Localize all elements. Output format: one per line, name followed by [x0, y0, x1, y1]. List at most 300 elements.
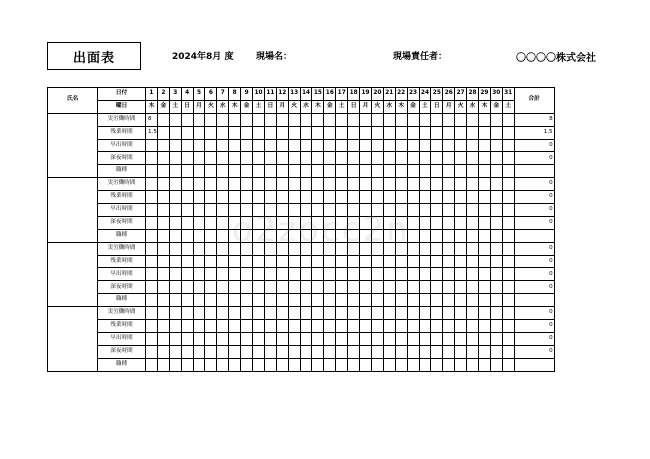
day-cell[interactable]: [502, 113, 514, 126]
day-cell[interactable]: [312, 216, 324, 229]
day-cell[interactable]: [169, 320, 181, 333]
day-cell[interactable]: [157, 191, 169, 204]
day-cell[interactable]: [419, 165, 431, 178]
day-cell[interactable]: [264, 113, 276, 126]
day-cell[interactable]: [300, 281, 312, 294]
day-cell[interactable]: [419, 178, 431, 191]
day-cell[interactable]: [181, 126, 193, 139]
day-cell[interactable]: [217, 204, 229, 217]
day-cell[interactable]: [276, 242, 288, 255]
day-cell[interactable]: [253, 139, 265, 152]
day-cell[interactable]: [419, 320, 431, 333]
day-cell[interactable]: [455, 281, 467, 294]
day-cell[interactable]: [253, 281, 265, 294]
day-cell[interactable]: [490, 255, 502, 268]
day-cell[interactable]: [193, 255, 205, 268]
day-cell[interactable]: [146, 165, 158, 178]
day-cell[interactable]: [371, 332, 383, 345]
day-cell[interactable]: [324, 191, 336, 204]
day-cell[interactable]: [157, 332, 169, 345]
day-cell[interactable]: [419, 204, 431, 217]
day-cell[interactable]: [502, 281, 514, 294]
day-cell[interactable]: [253, 165, 265, 178]
day-cell[interactable]: [348, 268, 360, 281]
day-cell[interactable]: [371, 165, 383, 178]
day-cell[interactable]: [443, 216, 455, 229]
day-cell[interactable]: [181, 165, 193, 178]
day-cell[interactable]: [371, 229, 383, 242]
day-cell[interactable]: [443, 191, 455, 204]
day-cell[interactable]: [253, 332, 265, 345]
day-cell[interactable]: [300, 255, 312, 268]
day-cell[interactable]: [336, 320, 348, 333]
day-cell[interactable]: [431, 204, 443, 217]
day-cell[interactable]: [360, 320, 372, 333]
day-cell[interactable]: [431, 139, 443, 152]
day-cell[interactable]: [348, 294, 360, 307]
day-cell[interactable]: [407, 358, 419, 371]
day-cell[interactable]: [146, 345, 158, 358]
day-cell[interactable]: [264, 165, 276, 178]
day-cell[interactable]: [360, 281, 372, 294]
day-cell[interactable]: [181, 268, 193, 281]
day-cell[interactable]: [348, 332, 360, 345]
day-cell[interactable]: [395, 345, 407, 358]
day-cell[interactable]: [229, 345, 241, 358]
day-cell[interactable]: [264, 242, 276, 255]
day-cell[interactable]: [431, 113, 443, 126]
day-cell[interactable]: [312, 345, 324, 358]
day-cell[interactable]: [229, 358, 241, 371]
day-cell[interactable]: [431, 268, 443, 281]
day-cell[interactable]: [181, 242, 193, 255]
day-cell[interactable]: [146, 268, 158, 281]
day-cell[interactable]: [490, 126, 502, 139]
day-cell[interactable]: [502, 358, 514, 371]
day-cell[interactable]: [241, 191, 253, 204]
day-cell[interactable]: [146, 229, 158, 242]
day-cell[interactable]: [312, 320, 324, 333]
day-cell[interactable]: [300, 178, 312, 191]
day-cell[interactable]: [348, 191, 360, 204]
day-cell[interactable]: [336, 307, 348, 320]
day-cell[interactable]: [217, 281, 229, 294]
day-cell[interactable]: [371, 242, 383, 255]
day-cell[interactable]: [288, 165, 300, 178]
day-cell[interactable]: [383, 345, 395, 358]
day-cell[interactable]: [193, 152, 205, 165]
day-cell[interactable]: [157, 113, 169, 126]
day-cell[interactable]: [205, 345, 217, 358]
day-cell[interactable]: [431, 358, 443, 371]
day-cell[interactable]: [455, 345, 467, 358]
day-cell[interactable]: [383, 178, 395, 191]
day-cell[interactable]: [181, 345, 193, 358]
day-cell[interactable]: [300, 152, 312, 165]
day-cell[interactable]: [217, 229, 229, 242]
day-cell[interactable]: [146, 216, 158, 229]
day-cell[interactable]: [371, 178, 383, 191]
day-cell[interactable]: [419, 294, 431, 307]
day-cell[interactable]: [312, 332, 324, 345]
day-cell[interactable]: [371, 358, 383, 371]
day-cell[interactable]: [407, 216, 419, 229]
day-cell[interactable]: [253, 191, 265, 204]
day-cell[interactable]: [217, 268, 229, 281]
day-cell[interactable]: [288, 139, 300, 152]
day-cell[interactable]: [312, 165, 324, 178]
day-cell[interactable]: [490, 281, 502, 294]
day-cell[interactable]: [360, 191, 372, 204]
day-cell[interactable]: [478, 152, 490, 165]
day-cell[interactable]: [383, 113, 395, 126]
day-cell[interactable]: [217, 113, 229, 126]
day-cell[interactable]: [288, 345, 300, 358]
day-cell[interactable]: [169, 204, 181, 217]
day-cell[interactable]: [205, 204, 217, 217]
day-cell[interactable]: [181, 113, 193, 126]
day-cell[interactable]: [395, 178, 407, 191]
day-cell[interactable]: [467, 320, 479, 333]
day-cell[interactable]: [443, 294, 455, 307]
day-cell[interactable]: [276, 165, 288, 178]
day-cell[interactable]: [443, 152, 455, 165]
day-cell[interactable]: [443, 165, 455, 178]
day-cell[interactable]: [502, 139, 514, 152]
day-cell[interactable]: [348, 281, 360, 294]
day-cell[interactable]: [455, 229, 467, 242]
day-cell[interactable]: [312, 204, 324, 217]
day-cell[interactable]: [419, 345, 431, 358]
day-cell[interactable]: [502, 332, 514, 345]
day-cell[interactable]: [300, 320, 312, 333]
day-cell[interactable]: [371, 255, 383, 268]
day-cell[interactable]: [193, 345, 205, 358]
day-cell[interactable]: [241, 345, 253, 358]
day-cell[interactable]: [478, 281, 490, 294]
day-cell[interactable]: [264, 345, 276, 358]
day-cell[interactable]: [205, 229, 217, 242]
day-cell[interactable]: [490, 320, 502, 333]
day-cell[interactable]: [383, 191, 395, 204]
day-cell[interactable]: [336, 178, 348, 191]
day-cell[interactable]: [300, 126, 312, 139]
day-cell[interactable]: [336, 281, 348, 294]
day-cell[interactable]: [395, 126, 407, 139]
day-cell[interactable]: [443, 268, 455, 281]
day-cell[interactable]: [264, 294, 276, 307]
day-cell[interactable]: [336, 113, 348, 126]
day-cell[interactable]: [193, 268, 205, 281]
day-cell[interactable]: [181, 204, 193, 217]
day-cell[interactable]: [443, 332, 455, 345]
day-cell[interactable]: [217, 294, 229, 307]
day-cell[interactable]: [360, 229, 372, 242]
day-cell[interactable]: [288, 332, 300, 345]
day-cell[interactable]: [371, 216, 383, 229]
day-cell[interactable]: [431, 191, 443, 204]
day-cell[interactable]: [419, 358, 431, 371]
day-cell[interactable]: [241, 216, 253, 229]
day-cell[interactable]: [253, 307, 265, 320]
day-cell[interactable]: [478, 191, 490, 204]
day-cell[interactable]: [431, 281, 443, 294]
day-cell[interactable]: [169, 307, 181, 320]
day-cell[interactable]: [300, 268, 312, 281]
day-cell[interactable]: [169, 139, 181, 152]
day-cell[interactable]: [193, 139, 205, 152]
day-cell[interactable]: [478, 358, 490, 371]
day-cell[interactable]: [169, 358, 181, 371]
day-cell[interactable]: [371, 307, 383, 320]
day-cell[interactable]: [312, 139, 324, 152]
day-cell[interactable]: [300, 307, 312, 320]
day-cell[interactable]: [217, 178, 229, 191]
day-cell[interactable]: [181, 358, 193, 371]
day-cell[interactable]: [169, 332, 181, 345]
day-cell[interactable]: [502, 165, 514, 178]
day-cell[interactable]: [157, 255, 169, 268]
day-cell[interactable]: [264, 204, 276, 217]
day-cell[interactable]: [419, 152, 431, 165]
day-cell[interactable]: [383, 242, 395, 255]
day-cell[interactable]: [455, 165, 467, 178]
day-cell[interactable]: [193, 332, 205, 345]
day-cell[interactable]: [229, 152, 241, 165]
day-cell[interactable]: [264, 281, 276, 294]
day-cell[interactable]: [360, 216, 372, 229]
day-cell[interactable]: [360, 152, 372, 165]
day-cell[interactable]: [431, 229, 443, 242]
day-cell[interactable]: [276, 358, 288, 371]
day-cell[interactable]: [300, 216, 312, 229]
employee-name-cell[interactable]: [48, 242, 98, 306]
day-cell[interactable]: [360, 178, 372, 191]
day-cell[interactable]: [490, 139, 502, 152]
day-cell[interactable]: [336, 139, 348, 152]
day-cell[interactable]: [467, 294, 479, 307]
day-cell[interactable]: [217, 358, 229, 371]
day-cell[interactable]: [371, 320, 383, 333]
day-cell[interactable]: [407, 126, 419, 139]
day-cell[interactable]: [502, 307, 514, 320]
day-cell[interactable]: [502, 345, 514, 358]
day-cell[interactable]: [276, 113, 288, 126]
day-cell[interactable]: [241, 152, 253, 165]
day-cell[interactable]: [431, 165, 443, 178]
day-cell[interactable]: [146, 281, 158, 294]
day-cell[interactable]: [312, 152, 324, 165]
day-cell[interactable]: [407, 294, 419, 307]
day-cell[interactable]: [455, 332, 467, 345]
day-cell[interactable]: [467, 332, 479, 345]
day-cell[interactable]: [276, 281, 288, 294]
day-cell[interactable]: [324, 358, 336, 371]
day-cell[interactable]: [371, 268, 383, 281]
day-cell[interactable]: [360, 345, 372, 358]
day-cell[interactable]: [288, 126, 300, 139]
day-cell[interactable]: [324, 126, 336, 139]
day-cell[interactable]: [253, 216, 265, 229]
day-cell[interactable]: [205, 255, 217, 268]
day-cell[interactable]: [276, 345, 288, 358]
day-cell[interactable]: [490, 358, 502, 371]
day-cell[interactable]: [419, 216, 431, 229]
day-cell[interactable]: [407, 113, 419, 126]
day-cell[interactable]: [217, 320, 229, 333]
day-cell[interactable]: [467, 139, 479, 152]
day-cell[interactable]: [395, 255, 407, 268]
day-cell[interactable]: [324, 345, 336, 358]
day-cell[interactable]: [324, 229, 336, 242]
day-cell[interactable]: [431, 332, 443, 345]
day-cell[interactable]: [288, 204, 300, 217]
day-cell[interactable]: [253, 204, 265, 217]
day-cell[interactable]: [181, 191, 193, 204]
day-cell[interactable]: [241, 242, 253, 255]
day-cell[interactable]: [455, 113, 467, 126]
day-cell[interactable]: [407, 152, 419, 165]
day-cell[interactable]: [157, 268, 169, 281]
day-cell[interactable]: [395, 165, 407, 178]
day-cell[interactable]: [348, 255, 360, 268]
day-cell[interactable]: [407, 204, 419, 217]
day-cell[interactable]: [336, 268, 348, 281]
day-cell[interactable]: [205, 126, 217, 139]
day-cell[interactable]: [395, 281, 407, 294]
day-cell[interactable]: [395, 139, 407, 152]
day-cell[interactable]: [157, 294, 169, 307]
day-cell[interactable]: [348, 345, 360, 358]
day-cell[interactable]: [407, 268, 419, 281]
day-cell[interactable]: [383, 358, 395, 371]
day-cell[interactable]: [241, 178, 253, 191]
day-cell[interactable]: [467, 229, 479, 242]
day-cell[interactable]: [490, 191, 502, 204]
day-cell[interactable]: [241, 204, 253, 217]
day-cell[interactable]: [324, 139, 336, 152]
day-cell[interactable]: [431, 255, 443, 268]
day-cell[interactable]: [336, 191, 348, 204]
day-cell[interactable]: [312, 242, 324, 255]
day-cell[interactable]: [490, 165, 502, 178]
day-cell[interactable]: [419, 307, 431, 320]
day-cell[interactable]: [288, 152, 300, 165]
day-cell[interactable]: [443, 242, 455, 255]
day-cell[interactable]: [241, 165, 253, 178]
day-cell[interactable]: [455, 204, 467, 217]
day-cell[interactable]: [478, 165, 490, 178]
day-cell[interactable]: [229, 113, 241, 126]
day-cell[interactable]: [455, 307, 467, 320]
day-cell[interactable]: [407, 191, 419, 204]
day-cell[interactable]: [371, 191, 383, 204]
day-cell[interactable]: [478, 113, 490, 126]
day-cell[interactable]: [181, 229, 193, 242]
day-cell[interactable]: [395, 204, 407, 217]
day-cell[interactable]: [371, 294, 383, 307]
day-cell[interactable]: [276, 178, 288, 191]
day-cell[interactable]: [253, 178, 265, 191]
day-cell[interactable]: [502, 216, 514, 229]
day-cell[interactable]: [419, 281, 431, 294]
day-cell[interactable]: [502, 268, 514, 281]
day-cell[interactable]: [324, 178, 336, 191]
day-cell[interactable]: [455, 191, 467, 204]
day-cell[interactable]: [383, 307, 395, 320]
day-cell[interactable]: [312, 358, 324, 371]
day-cell[interactable]: [431, 345, 443, 358]
day-cell[interactable]: [157, 152, 169, 165]
day-cell[interactable]: [146, 139, 158, 152]
day-cell[interactable]: [395, 294, 407, 307]
employee-name-cell[interactable]: [48, 178, 98, 242]
day-cell[interactable]: [467, 268, 479, 281]
day-cell[interactable]: [383, 268, 395, 281]
day-cell[interactable]: [264, 358, 276, 371]
day-cell[interactable]: [288, 320, 300, 333]
day-cell[interactable]: [217, 165, 229, 178]
day-cell[interactable]: [324, 268, 336, 281]
day-cell[interactable]: [253, 294, 265, 307]
day-cell[interactable]: [276, 332, 288, 345]
day-cell[interactable]: [348, 113, 360, 126]
day-cell[interactable]: [360, 204, 372, 217]
day-cell[interactable]: [229, 268, 241, 281]
day-cell[interactable]: [288, 178, 300, 191]
day-cell[interactable]: [467, 358, 479, 371]
day-cell[interactable]: [241, 294, 253, 307]
day-cell[interactable]: [419, 113, 431, 126]
day-cell[interactable]: [229, 165, 241, 178]
day-cell[interactable]: [360, 242, 372, 255]
day-cell[interactable]: [169, 255, 181, 268]
day-cell[interactable]: [395, 320, 407, 333]
day-cell[interactable]: [395, 191, 407, 204]
day-cell[interactable]: [407, 345, 419, 358]
day-cell[interactable]: [348, 242, 360, 255]
day-cell[interactable]: [312, 268, 324, 281]
day-cell[interactable]: [276, 126, 288, 139]
day-cell[interactable]: [419, 255, 431, 268]
day-cell[interactable]: [276, 204, 288, 217]
day-cell[interactable]: [241, 268, 253, 281]
day-cell[interactable]: [205, 332, 217, 345]
day-cell[interactable]: [360, 268, 372, 281]
day-cell[interactable]: [371, 204, 383, 217]
day-cell[interactable]: [300, 191, 312, 204]
day-cell[interactable]: [205, 281, 217, 294]
day-cell[interactable]: [502, 126, 514, 139]
day-cell[interactable]: [336, 126, 348, 139]
day-cell[interactable]: [169, 242, 181, 255]
day-cell[interactable]: [478, 229, 490, 242]
day-cell[interactable]: [276, 268, 288, 281]
day-cell[interactable]: [205, 320, 217, 333]
day-cell[interactable]: [169, 126, 181, 139]
day-cell[interactable]: [336, 332, 348, 345]
day-cell[interactable]: [229, 126, 241, 139]
day-cell[interactable]: [467, 242, 479, 255]
day-cell[interactable]: [264, 255, 276, 268]
day-cell[interactable]: [348, 139, 360, 152]
day-cell[interactable]: [312, 191, 324, 204]
day-cell[interactable]: [169, 268, 181, 281]
day-cell[interactable]: [241, 139, 253, 152]
day-cell[interactable]: [146, 178, 158, 191]
day-cell[interactable]: [443, 204, 455, 217]
day-cell[interactable]: [467, 126, 479, 139]
